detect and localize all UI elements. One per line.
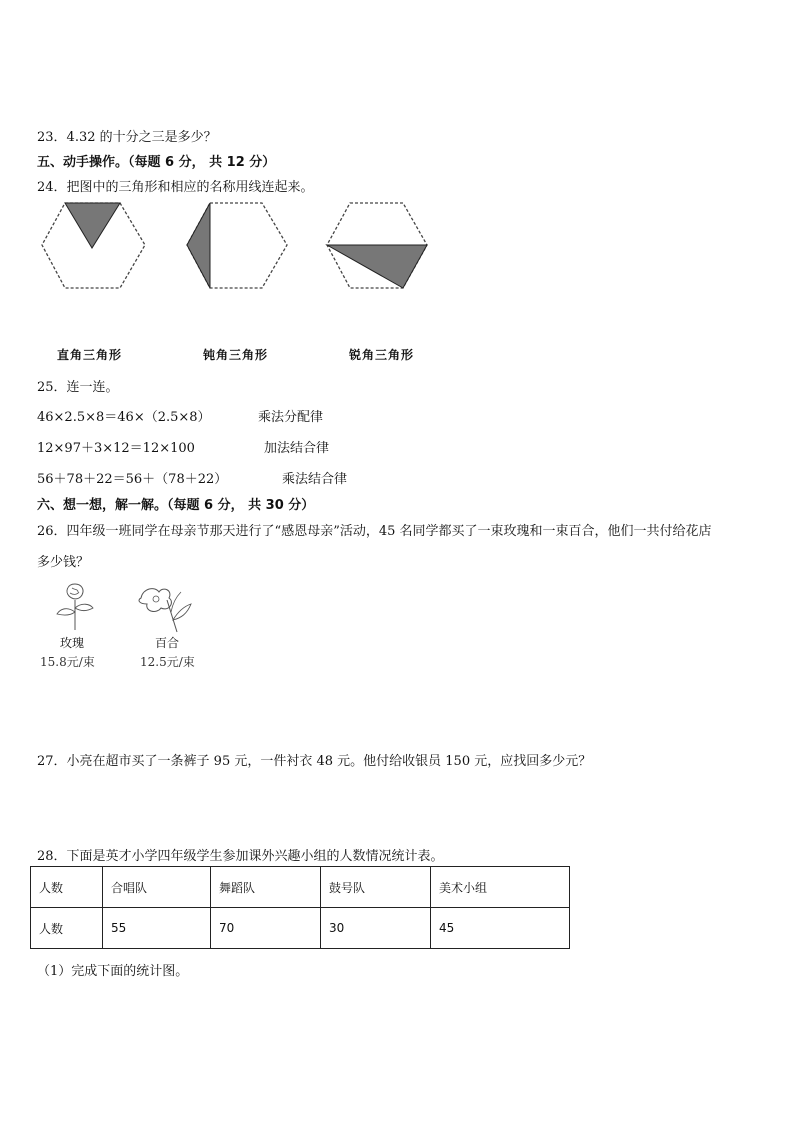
question-24: 24．把图中的三角形和相应的名称用线连起来。 (37, 180, 314, 195)
section-6-heading: 六、想一想，解一解。（每题 6 分， 共 30 分） (37, 498, 315, 513)
question-26-line1: 26．四年级一班同学在母亲节那天进行了“感恩母亲”活动，45 名同学都买了一束玫瑰和一束百合，他们一共付给花店 (37, 524, 712, 539)
table-cell: 55 (103, 908, 211, 949)
question-23: 23．4.32 的十分之三是多少？ (37, 130, 217, 145)
hexagon-obtuse-triangle-figure (187, 203, 287, 288)
table-cell: 鼓号队 (321, 867, 431, 908)
section-5-heading: 五、动手操作。（每题 6 分， 共 12 分） (37, 155, 276, 170)
lily-icon (133, 584, 195, 634)
match-right-2: 加法结合律 (264, 441, 330, 456)
table-cell: 45 (431, 908, 570, 949)
match-left-1: 46×2.5×8＝46×（2.5×8） (37, 410, 211, 425)
question-28-sub1: （1）完成下面的统计图。 (37, 964, 189, 979)
match-right-1: 乘法分配律 (258, 410, 324, 425)
table-cell: 人数 (31, 908, 103, 949)
question-26-line2: 多少钱？ (37, 555, 90, 570)
table-cell: 70 (211, 908, 321, 949)
table-cell: 舞蹈队 (211, 867, 321, 908)
hexagon-right-triangle-figure (42, 203, 145, 288)
label-right-triangle: 直角三角形 (57, 348, 123, 362)
match-right-3: 乘法结合律 (282, 472, 348, 487)
table-row (31, 908, 570, 949)
hexagon-figures (30, 198, 450, 298)
table-cell: 合唱队 (103, 867, 211, 908)
lily-name: 百合 (155, 636, 180, 650)
table-cell: 30 (321, 908, 431, 949)
question-25: 25．连一连。 (37, 380, 119, 395)
table-cell: 美术小组 (431, 867, 570, 908)
table-cell: 人数 (31, 867, 103, 908)
rose-price: 15.8元/束 (40, 655, 95, 669)
label-acute-triangle: 锐角三角形 (349, 348, 415, 362)
table-row (31, 867, 570, 908)
hexagon-acute-triangle-figure (327, 203, 427, 288)
match-left-2: 12×97＋3×12＝12×100 (37, 441, 195, 456)
interest-group-stats-table (30, 866, 570, 949)
rose-icon (45, 580, 105, 632)
question-27: 27．小亮在超市买了一条裤子 95 元，一件衬衣 48 元。他付给收银员 150 元，应找回多少元？ (37, 754, 592, 769)
label-obtuse-triangle: 钝角三角形 (203, 348, 269, 362)
match-left-3: 56＋78＋22＝56＋（78＋22） (37, 472, 228, 487)
rose-name: 玫瑰 (60, 636, 85, 650)
lily-price: 12.5元/束 (140, 655, 195, 669)
question-28: 28．下面是英才小学四年级学生参加课外兴趣小组的人数情况统计表。 (37, 849, 444, 864)
